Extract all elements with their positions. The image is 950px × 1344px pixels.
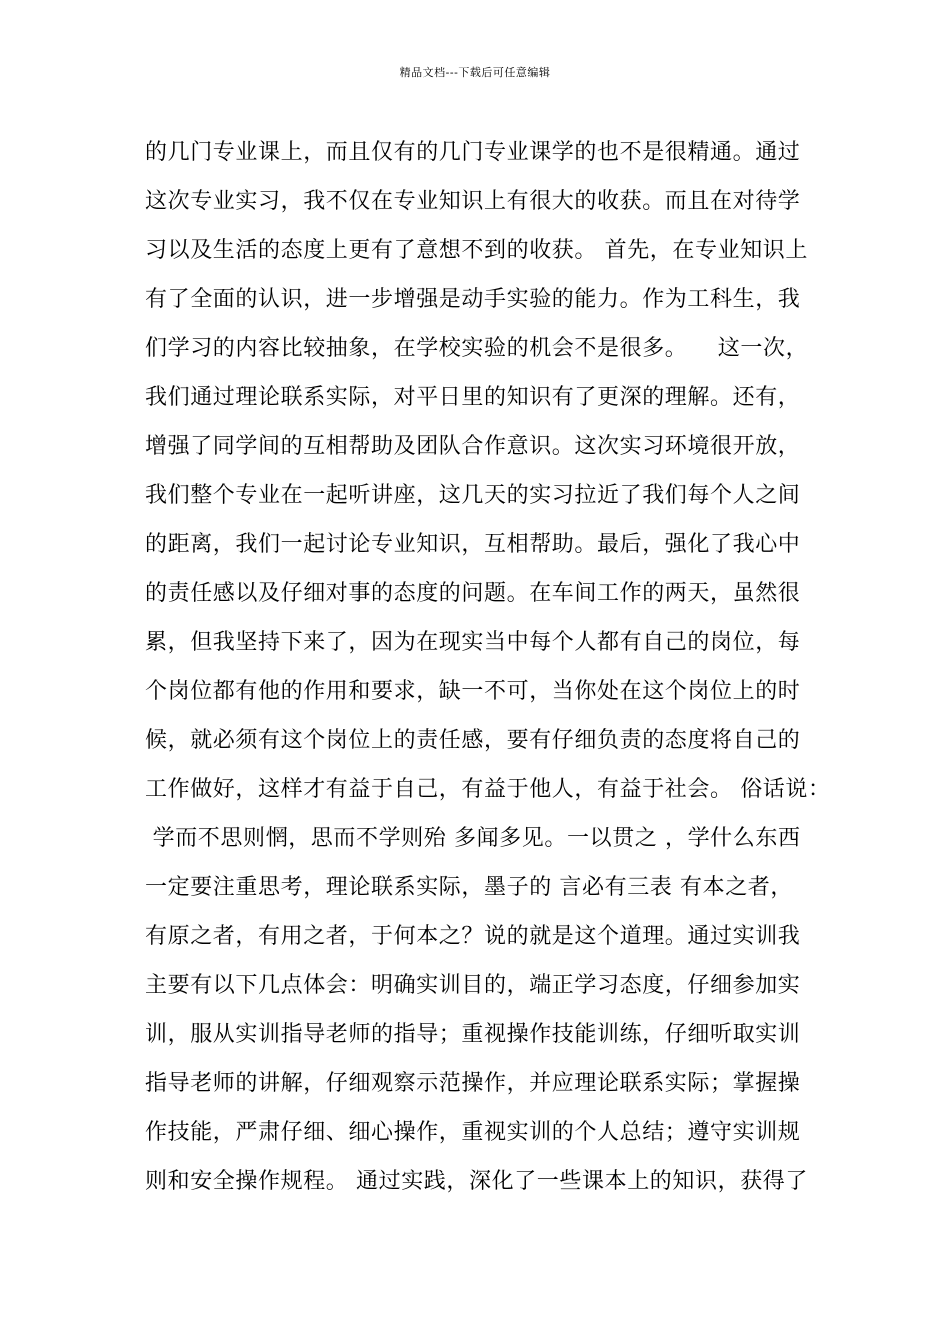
text-line: 这次专业实习，我不仅在专业知识上有很大的收获。而且在对待学	[145, 189, 801, 214]
text-line: 的距离，我们一起讨论专业知识，互相帮助。最后，强化了我心中	[145, 532, 801, 557]
text-line: 的责任感以及仔细对事的态度的问题。在车间工作的两天，虽然很	[145, 581, 801, 606]
text-line: 我们整个专业在一起听讲座，这几天的实习拉近了我们每个人之间	[145, 483, 801, 508]
text-line: 们学习的内容比较抽象，在学校实验的机会不是很多。 这一次，	[145, 336, 809, 361]
text-line: 我们通过理论联系实际，对平日里的知识有了更深的理解。还有，	[145, 385, 801, 410]
text-line: 有了全面的认识，进一步增强是动手实验的能力。作为工科生，我	[145, 287, 801, 312]
text-line: 个岗位都有他的作用和要求，缺一不可，当你处在这个岗位上的时	[145, 679, 801, 704]
text-line: 则和安全操作规程。 通过实践，深化了一些课本上的知识，获得了	[145, 1169, 808, 1194]
text-line: 工作做好，这样才有益于自己，有益于他人，有益于社会。 俗话说：	[145, 777, 831, 802]
text-line: 主要有以下几点体会：明确实训目的，端正学习态度，仔细参加实	[145, 973, 801, 998]
document-body	[145, 133, 835, 1211]
text-line: 的几门专业课上，而且仅有的几门专业课学的也不是很精通。通过	[145, 140, 801, 165]
text-line: 习以及生活的态度上更有了意想不到的收获。 首先，在专业知识上	[145, 238, 808, 263]
text-line: 指导老师的讲解，仔细观察示范操作，并应理论联系实际；掌握操	[145, 1071, 801, 1096]
text-line: 有原之者，有用之者，于何本之？说的就是这个道理。通过实训我	[145, 924, 801, 949]
text-line: 增强了同学间的互相帮助及团队合作意识。这次实习环境很开放，	[145, 434, 801, 459]
page-header: 精品文档---下载后可任意编辑	[399, 66, 551, 79]
text-line: 候，就必须有这个岗位上的责任感，要有仔细负责的态度将自己的	[145, 728, 801, 753]
text-line: 学而不思则惘，思而不学则殆 多闻多见。一以贯之 ，学什么东西	[145, 826, 801, 851]
text-line: 一定要注重思考，理论联系实际，墨子的 言必有三表 有本之者，	[145, 875, 793, 900]
text-line: 作技能，严肃仔细、细心操作，重视实训的个人总结；遵守实训规	[145, 1120, 801, 1145]
text-line: 训，服从实训指导老师的指导；重视操作技能训练，仔细听取实训	[145, 1022, 801, 1047]
text-line: 累，但我坚持下来了，因为在现实当中每个人都有自己的岗位，每	[145, 630, 801, 655]
